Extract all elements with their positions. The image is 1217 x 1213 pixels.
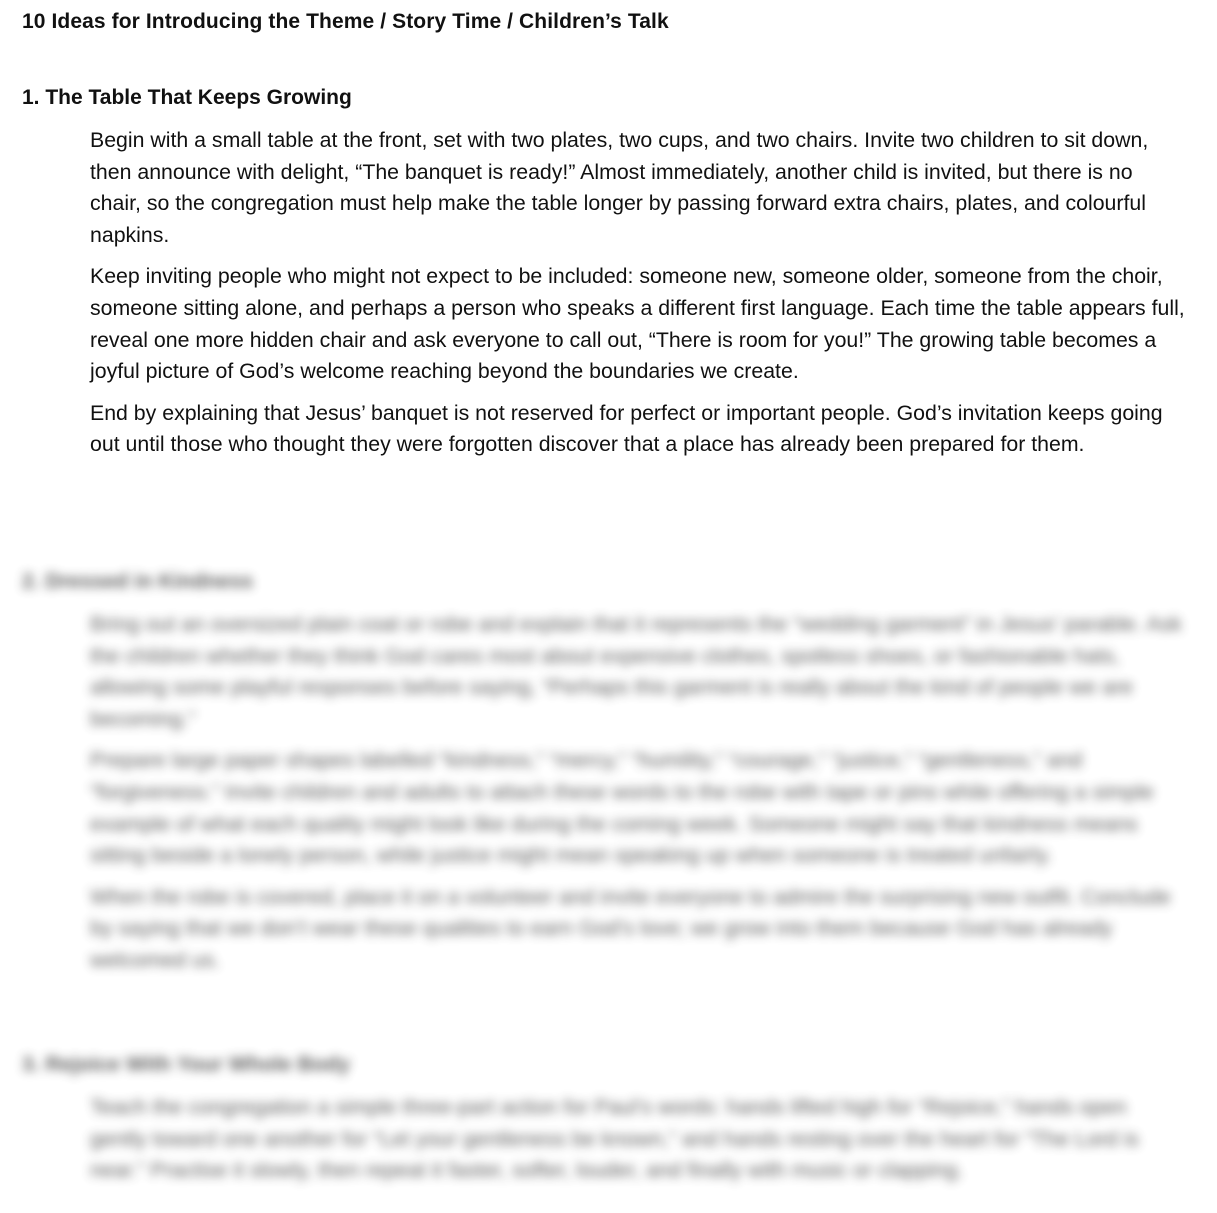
idea-section-2-blurred	[22, 568, 1187, 977]
idea-section-3-blurred	[22, 1051, 1187, 1187]
section-heading: 1. The Table That Keeps Growing	[22, 86, 352, 109]
section-body	[90, 1092, 1187, 1187]
paragraph: Prepare large paper shapes labelled “kindness,” “mercy,” “humility,” “courage,” “justice,” “gentleness,” and “forgiveness.” Invite children and adults to attach these words to the robe with tape or pins while offering a simple example of what each quality might look like during the coming week. Someone might say that kindness means sitting beside a lonely person, while justice might mean speaking up when someone is treated unfairly.	[90, 748, 1154, 868]
paragraph: When the robe is covered, place it on a volunteer and invite everyone to admire the surprising new outfit. Conclude by saying that we don’t wear these qualities to earn God’s love; we grow into them because God has already welcomed us.	[90, 884, 1171, 972]
paragraph: Keep inviting people who might not expect to be included: someone new, someone older, someone from the choir, someone sitting alone, and perhaps a person who speaks a different first language. Each time the table appears full, reveal one more hidden chair and ask everyone to call out, “There is room for you!” The growing table becomes a joyful picture of God’s welcome reaching beyond the boundaries we create.	[90, 264, 1185, 384]
document-title: 10 Ideas for Introducing the Theme / Story Time / Children’s Talk	[22, 10, 669, 33]
paragraph: Begin with a small table at the front, set with two plates, two cups, and two chairs. Invite two children to sit down, then announce with delight, “The banquet is ready!” Almost immediately, another child is invited, but there is no chair, so the congregation must help make the table longer by passing forward extra chairs, plates, and colourful napkins.	[90, 128, 1149, 247]
paragraph: Teach the congregation a simple three-part action for Paul’s words: hands lifted high for “Rejoice,” hands open gently toward one another for “Let your gentleness be known,” and hands resting over the heart for “The Lord is near.” Practise it slowly, then repeat it faster, softer, louder, and finally with music or clapping.	[90, 1095, 1139, 1183]
paragraph: Bring out an oversized plain coat or robe and explain that it represents the “wedding garment” in Jesus’ parable. Ask the children whether they think God cares most about expensive clothes, spotless shoes, or fashionable hats, allowing some playful responses before saying, “Perhaps this garment is really about the kind of people we are becoming.”	[90, 612, 1182, 731]
paragraph: End by explaining that Jesus’ banquet is not reserved for perfect or important people. God’s invitation keeps going out until those who thought they were forgotten discover that a place has already been prepared for them.	[90, 400, 1163, 457]
section-body	[90, 609, 1187, 977]
section-body	[90, 125, 1187, 461]
section-heading: 2. Dressed in Kindness	[22, 570, 254, 593]
section-heading: 3. Rejoice With Your Whole Body	[22, 1053, 351, 1076]
idea-section-1	[22, 84, 1187, 461]
